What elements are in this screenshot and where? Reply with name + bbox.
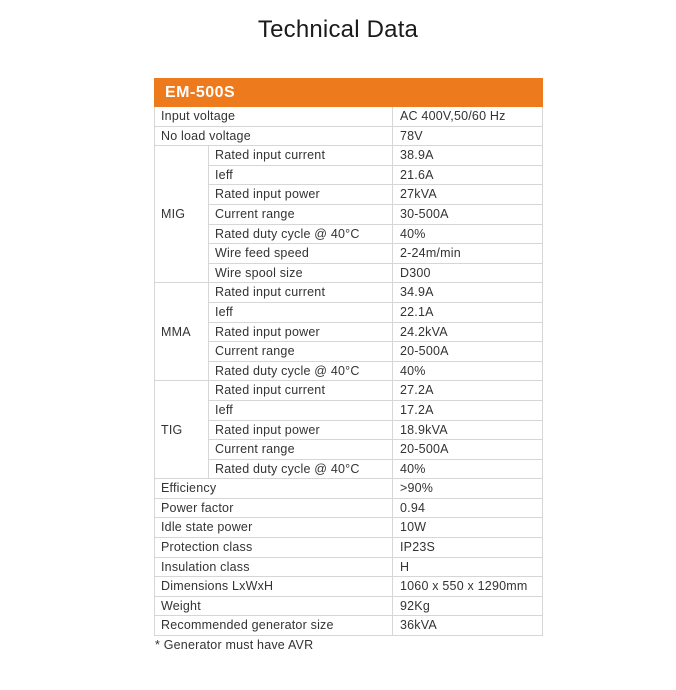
table-row bbox=[155, 244, 543, 264]
spec-label: Rated duty cycle @ 40°C bbox=[209, 459, 393, 479]
spec-value: 10W bbox=[393, 518, 543, 538]
table-row bbox=[155, 165, 543, 185]
spec-value: 27kVA bbox=[393, 185, 543, 205]
spec-label: Current range bbox=[209, 440, 393, 460]
spec-value: 38.9A bbox=[393, 146, 543, 166]
spec-label: Insulation class bbox=[155, 557, 393, 577]
page-title: Technical Data bbox=[257, 16, 419, 43]
spec-value: 92Kg bbox=[393, 596, 543, 616]
table-row bbox=[155, 185, 543, 205]
spec-value: 40% bbox=[393, 224, 543, 244]
spec-value: 40% bbox=[393, 361, 543, 381]
table-row bbox=[155, 420, 543, 440]
table-row bbox=[155, 440, 543, 460]
group-label-tig: TIG bbox=[155, 381, 209, 479]
table-row bbox=[155, 518, 543, 538]
spec-label: Current range bbox=[209, 342, 393, 362]
spec-value: 22.1A bbox=[393, 302, 543, 322]
spec-label: Wire spool size bbox=[209, 263, 393, 283]
spec-value: 18.9kVA bbox=[393, 420, 543, 440]
spec-value: AC 400V,50/60 Hz bbox=[393, 107, 543, 127]
spec-label: Wire feed speed bbox=[209, 244, 393, 264]
spec-value: 40% bbox=[393, 459, 543, 479]
spec-value: 20-500A bbox=[393, 440, 543, 460]
spec-label: Rated duty cycle @ 40°C bbox=[209, 224, 393, 244]
spec-label: Ieff bbox=[209, 400, 393, 420]
spec-label: Rated input power bbox=[209, 420, 393, 440]
table-row bbox=[155, 283, 543, 303]
table-row bbox=[155, 616, 543, 636]
table-row bbox=[155, 381, 543, 401]
model-name: EM-500S bbox=[155, 79, 543, 107]
table-row bbox=[155, 126, 543, 146]
spec-value: 24.2kVA bbox=[393, 322, 543, 342]
table-row bbox=[155, 224, 543, 244]
spec-label: Rated input power bbox=[209, 185, 393, 205]
table-row bbox=[155, 498, 543, 518]
table-row bbox=[155, 342, 543, 362]
spec-label: Protection class bbox=[155, 538, 393, 558]
spec-label: Rated input current bbox=[209, 283, 393, 303]
table-row bbox=[155, 459, 543, 479]
table-row bbox=[155, 107, 543, 127]
table-row bbox=[155, 479, 543, 499]
spec-table bbox=[154, 78, 543, 636]
spec-value: 21.6A bbox=[393, 165, 543, 185]
spec-label: Recommended generator size bbox=[155, 616, 393, 636]
spec-value: 36kVA bbox=[393, 616, 543, 636]
table-row bbox=[155, 577, 543, 597]
spec-label: Efficiency bbox=[155, 479, 393, 499]
spec-label: Power factor bbox=[155, 498, 393, 518]
table-row bbox=[155, 204, 543, 224]
spec-label: Dimensions LxWxH bbox=[155, 577, 393, 597]
spec-value: >90% bbox=[393, 479, 543, 499]
spec-label: Input voltage bbox=[155, 107, 393, 127]
group-label-mma: MMA bbox=[155, 283, 209, 381]
spec-label: Rated input current bbox=[209, 381, 393, 401]
spec-value: 1060 x 550 x 1290mm bbox=[393, 577, 543, 597]
model-header-row bbox=[155, 79, 543, 107]
spec-label: Ieff bbox=[209, 165, 393, 185]
spec-value: 2-24m/min bbox=[393, 244, 543, 264]
table-row bbox=[155, 361, 543, 381]
spec-label: Weight bbox=[155, 596, 393, 616]
spec-label: Current range bbox=[209, 204, 393, 224]
spec-value: H bbox=[393, 557, 543, 577]
spec-value: 34.9A bbox=[393, 283, 543, 303]
table-row bbox=[155, 302, 543, 322]
table-row bbox=[155, 400, 543, 420]
spec-value: 20-500A bbox=[393, 342, 543, 362]
table-row bbox=[155, 322, 543, 342]
table-row bbox=[155, 596, 543, 616]
spec-label: Idle state power bbox=[155, 518, 393, 538]
spec-value: 0.94 bbox=[393, 498, 543, 518]
spec-value: 17.2A bbox=[393, 400, 543, 420]
spec-value: D300 bbox=[393, 263, 543, 283]
spec-value: 78V bbox=[393, 126, 543, 146]
spec-label: No load voltage bbox=[155, 126, 393, 146]
table-row bbox=[155, 557, 543, 577]
table-row bbox=[155, 538, 543, 558]
spec-value: IP23S bbox=[393, 538, 543, 558]
footnote: * Generator must have AVR bbox=[155, 638, 314, 652]
spec-value: 30-500A bbox=[393, 204, 543, 224]
table-row bbox=[155, 263, 543, 283]
spec-label: Rated input current bbox=[209, 146, 393, 166]
table-row bbox=[155, 146, 543, 166]
spec-label: Ieff bbox=[209, 302, 393, 322]
group-label-mig: MIG bbox=[155, 146, 209, 283]
spec-label: Rated input power bbox=[209, 322, 393, 342]
spec-label: Rated duty cycle @ 40°C bbox=[209, 361, 393, 381]
spec-value: 27.2A bbox=[393, 381, 543, 401]
